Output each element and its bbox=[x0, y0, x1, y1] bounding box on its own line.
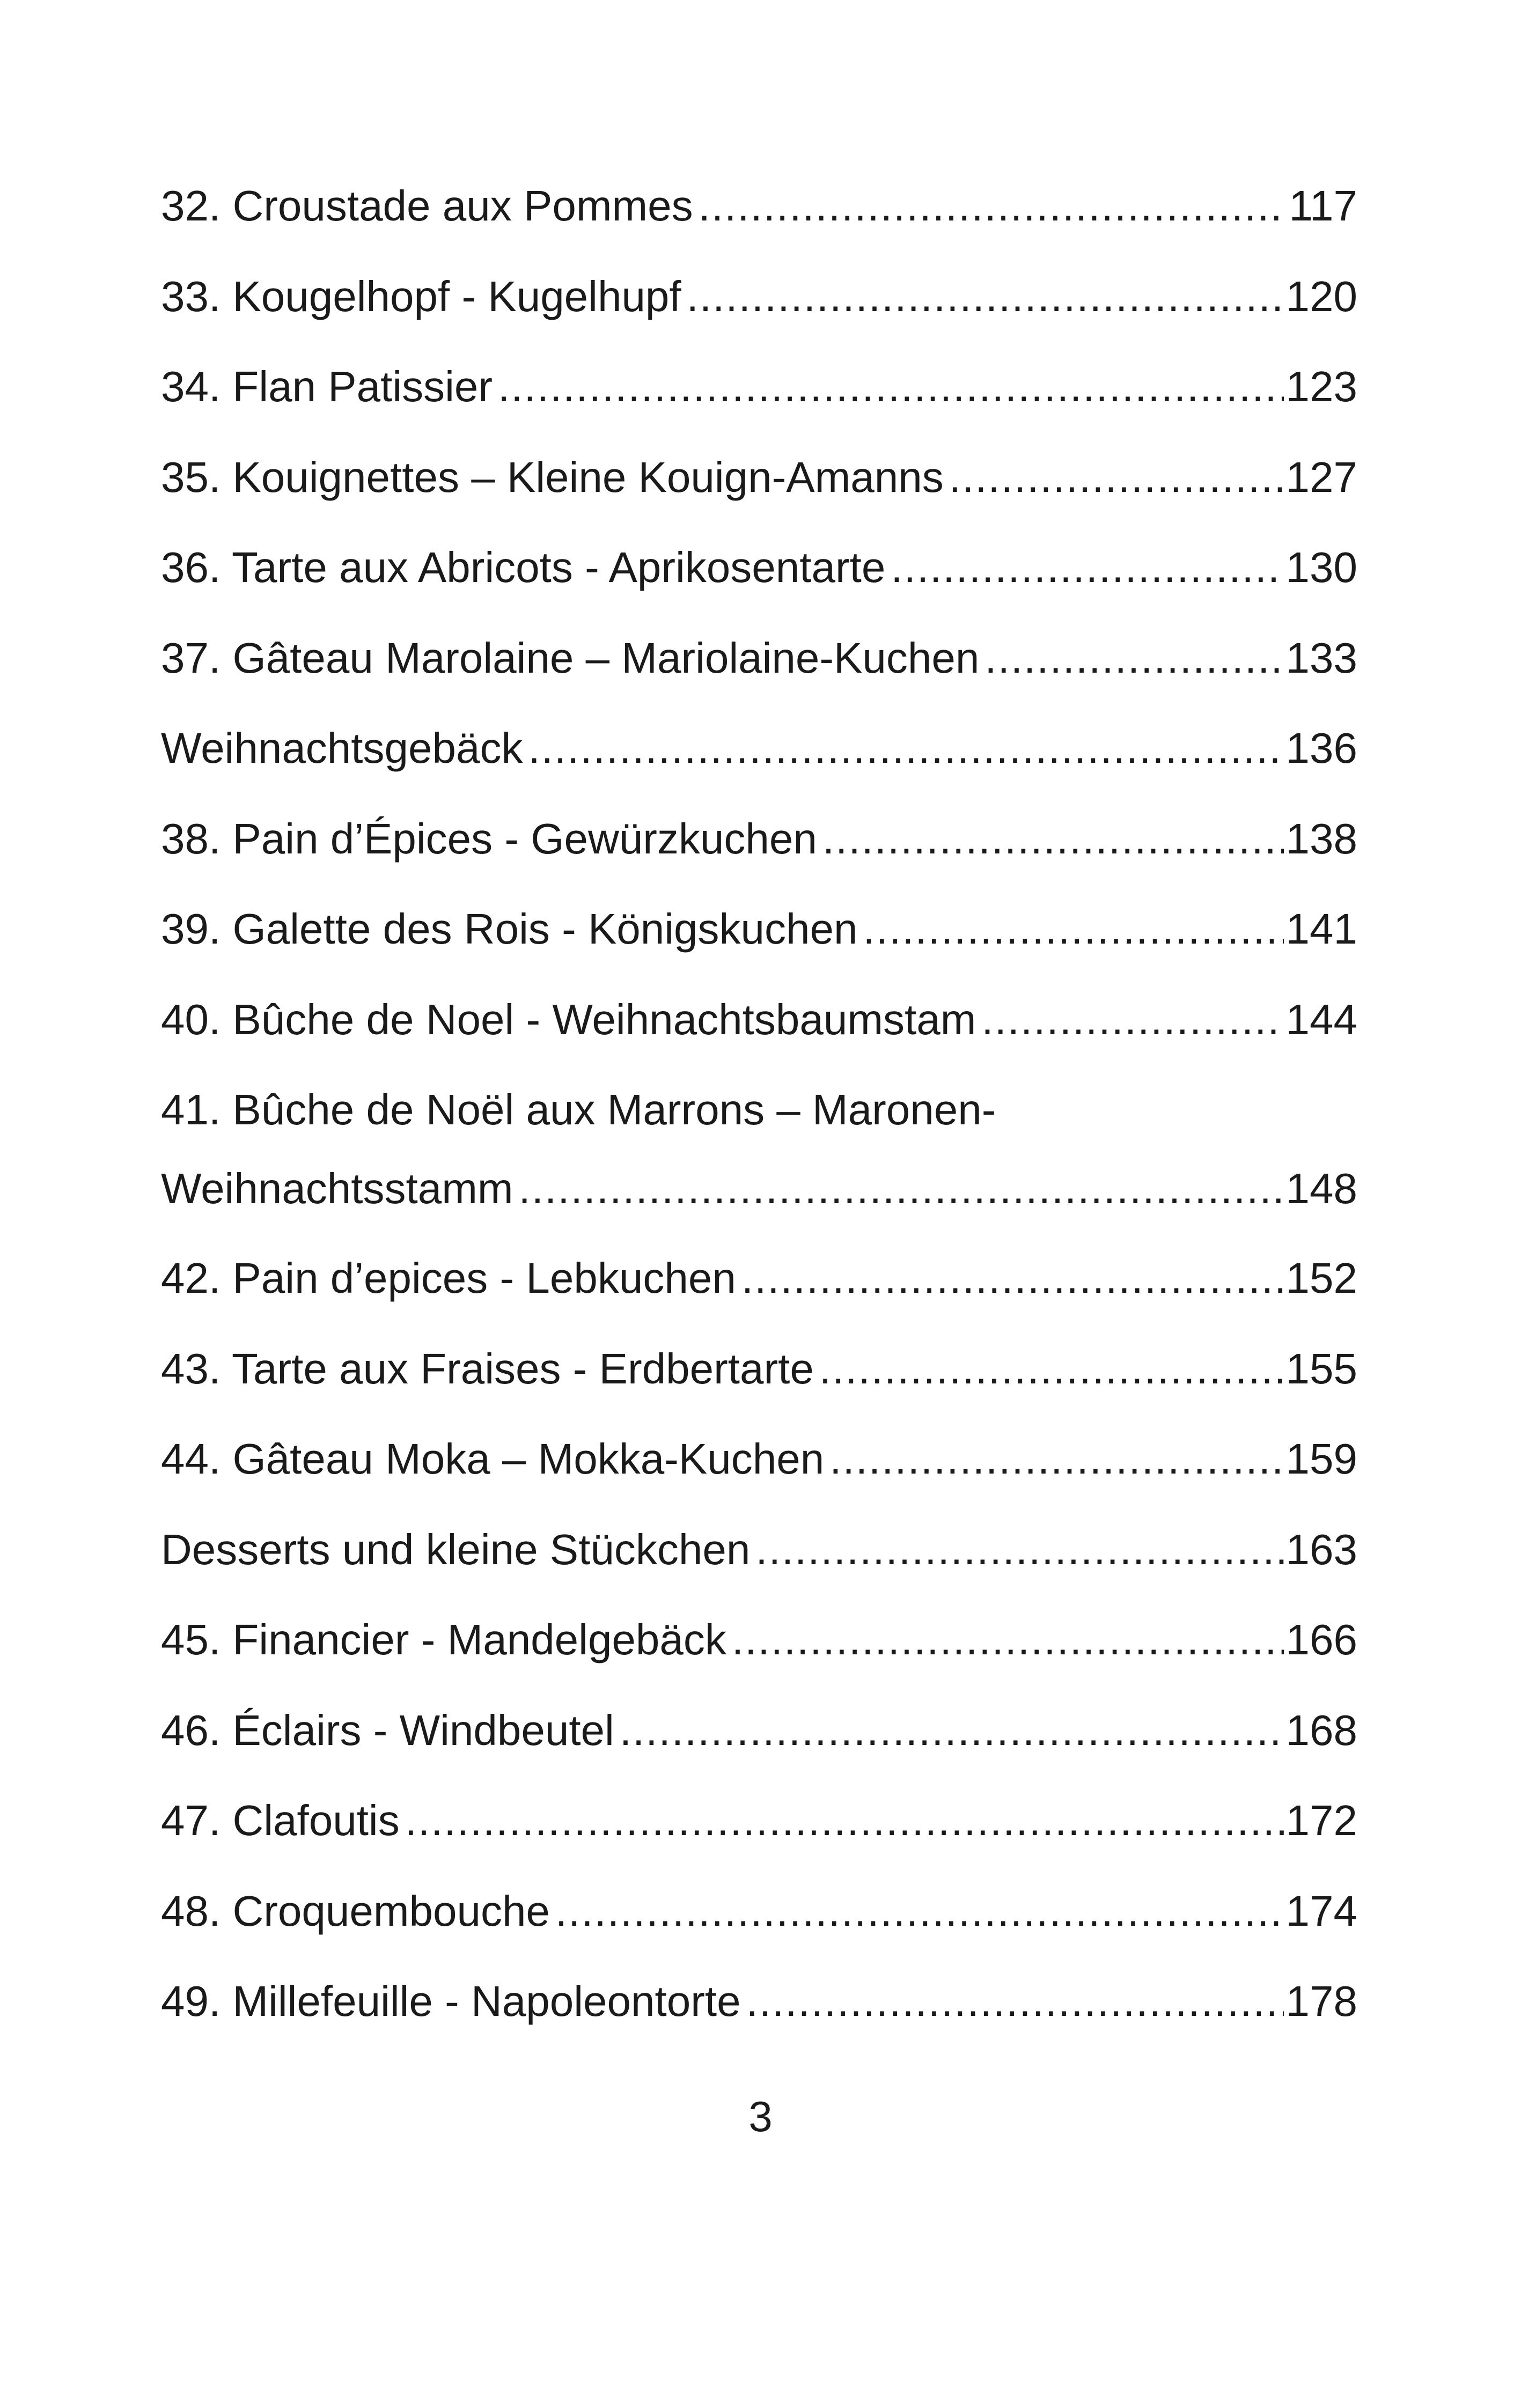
toc-entry-page: 148 bbox=[1285, 1165, 1357, 1212]
toc-entry-page: 123 bbox=[1285, 363, 1357, 410]
toc-entry-title: 44. Gâteau Moka – Mokka-Kuchen bbox=[161, 1435, 825, 1483]
dot-leader bbox=[819, 1324, 1284, 1415]
toc-entry-page: 163 bbox=[1285, 1525, 1357, 1573]
dot-leader bbox=[891, 522, 1283, 613]
toc-entry-title: 33. Kougelhopf - Kugelhupf bbox=[161, 272, 681, 320]
dot-leader bbox=[699, 161, 1287, 252]
toc-entry-page: 159 bbox=[1285, 1435, 1357, 1483]
dot-leader bbox=[498, 342, 1283, 432]
toc-entry-title: 40. Bûche de Noel - Weihnachtsbaumstam bbox=[161, 995, 976, 1043]
dot-leader bbox=[405, 1776, 1284, 1866]
toc-entry-page: 172 bbox=[1285, 1796, 1357, 1844]
dot-leader bbox=[746, 1956, 1284, 2047]
dot-leader bbox=[620, 1685, 1284, 1776]
toc-entry-page: 155 bbox=[1285, 1344, 1357, 1393]
dot-leader bbox=[528, 703, 1284, 794]
toc-entry bbox=[161, 522, 1357, 613]
toc-entry-title: Weihnachtsgebäck bbox=[161, 724, 523, 772]
toc-entry bbox=[161, 1595, 1357, 1685]
toc-entry-title: 48. Croquembouche bbox=[161, 1887, 550, 1935]
toc-entry-page: 141 bbox=[1285, 905, 1357, 953]
toc-entry-page: 144 bbox=[1285, 995, 1357, 1043]
dot-leader bbox=[687, 252, 1284, 342]
toc-entry bbox=[161, 1866, 1357, 1957]
dot-leader bbox=[984, 613, 1283, 704]
toc-entry-page: 136 bbox=[1285, 724, 1357, 772]
toc-entry bbox=[161, 1956, 1357, 2047]
toc-section-heading bbox=[161, 703, 1357, 794]
toc-entry bbox=[161, 252, 1357, 342]
toc-entry bbox=[161, 613, 1357, 704]
dot-leader bbox=[822, 794, 1284, 885]
dot-leader bbox=[519, 1144, 1284, 1233]
toc-entry-title: 47. Clafoutis bbox=[161, 1796, 400, 1844]
toc-entry-page: 138 bbox=[1285, 814, 1357, 863]
dot-leader bbox=[863, 884, 1284, 975]
toc-entry-title: 42. Pain d’epices - Lebkuchen bbox=[161, 1254, 736, 1302]
dot-leader bbox=[741, 1233, 1284, 1324]
toc-entry-title: 38. Pain d’Épices - Gewürzkuchen bbox=[161, 814, 817, 863]
toc-entry bbox=[161, 1685, 1357, 1776]
toc-entry bbox=[161, 794, 1357, 885]
toc-entry-page: 166 bbox=[1285, 1616, 1357, 1663]
toc-entry bbox=[161, 342, 1357, 432]
dot-leader bbox=[755, 1505, 1283, 1595]
toc-entry-page: 174 bbox=[1285, 1887, 1357, 1935]
toc-entry-title: 36. Tarte aux Abricots - Aprikosentarte bbox=[161, 543, 886, 591]
toc-entry-wrapped-line2 bbox=[161, 1144, 1357, 1233]
toc-entry-page: 178 bbox=[1285, 1977, 1357, 2025]
dot-leader bbox=[555, 1866, 1284, 1957]
toc-entry bbox=[161, 1233, 1357, 1324]
toc-entry-page: 152 bbox=[1285, 1254, 1357, 1302]
toc-entry-title: 35. Kouignettes – Kleine Kouign-Amanns bbox=[161, 453, 944, 501]
toc-entry-title: 45. Financier - Mandelgebäck bbox=[161, 1616, 726, 1663]
dot-leader bbox=[732, 1595, 1284, 1685]
toc-entry-title: 39. Galette des Rois - Königskuchen bbox=[161, 905, 858, 953]
toc-entry-page: 168 bbox=[1285, 1706, 1357, 1754]
toc-entry-page: 133 bbox=[1285, 634, 1357, 682]
dot-leader bbox=[829, 1414, 1283, 1505]
toc-entry bbox=[161, 884, 1357, 975]
toc-entry-wrapped-line1 bbox=[161, 1076, 1357, 1144]
toc-entry-title: 49. Millefeuille - Napoleontorte bbox=[161, 1977, 741, 2025]
toc-entry-page: 117 bbox=[1289, 182, 1357, 230]
toc-entry bbox=[161, 1414, 1357, 1505]
table-of-contents bbox=[161, 161, 1357, 2047]
toc-entry-page: 120 bbox=[1285, 272, 1357, 320]
toc-entry-title-continued: Weihnachtsstamm bbox=[161, 1165, 513, 1212]
toc-entry bbox=[161, 161, 1357, 252]
toc-entry-title: 43. Tarte aux Fraises - Erdbertarte bbox=[161, 1344, 814, 1393]
page-number: 3 bbox=[748, 2093, 773, 2140]
toc-entry-title: 34. Flan Patissier bbox=[161, 363, 493, 410]
toc-entry-page: 130 bbox=[1285, 543, 1357, 591]
toc-entry-title: 37. Gâteau Marolaine – Mariolaine-Kuchen bbox=[161, 634, 980, 682]
toc-section-heading bbox=[161, 1505, 1357, 1595]
toc-entry bbox=[161, 975, 1357, 1065]
toc-entry-title: 32. Croustade aux Pommes bbox=[161, 182, 693, 230]
toc-entry bbox=[161, 1324, 1357, 1415]
toc-entry bbox=[161, 432, 1357, 523]
dot-leader bbox=[981, 975, 1283, 1065]
toc-entry-title: 46. Éclairs - Windbeutel bbox=[161, 1706, 614, 1754]
toc-entry-page: 127 bbox=[1285, 453, 1357, 501]
toc-entry-title: Desserts und kleine Stückchen bbox=[161, 1525, 751, 1573]
toc-entry bbox=[161, 1776, 1357, 1866]
dot-leader bbox=[949, 432, 1284, 523]
toc-entry-title: 41. Bûche de Noël aux Marrons – Maronen- bbox=[161, 1086, 996, 1133]
